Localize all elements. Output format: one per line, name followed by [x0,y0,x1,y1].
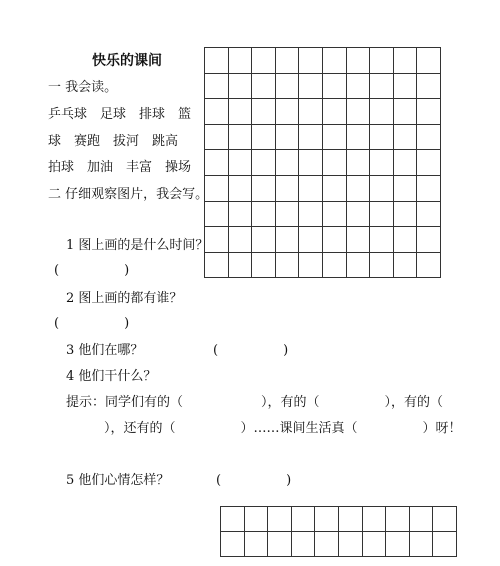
question-4: 4 他们干什么？ [66,369,157,384]
question-5: 5 他们心情怎样？ [66,473,170,488]
section2-heading: 二 仔细观察图片，我会写。 [48,187,209,202]
hint-line-1: 提示：同学们有的（ ），有的（ ），有的（ [66,395,444,410]
answer-blank-1[interactable]: ( ) [54,263,130,278]
writing-grid-top[interactable] [204,47,441,278]
vocab-line-3: 拍球 加油 丰富 操场 [48,160,192,175]
answer-blank-3[interactable]: ( ) [213,343,289,358]
hint-line-2: ），还有的（ ）……课间生活真（ ）呀！ [104,421,462,436]
answer-blank-5[interactable]: ( ) [216,473,292,488]
question-2: 2 图上画的都有谁？ [66,291,183,306]
writing-grid-bottom[interactable] [220,506,457,557]
vocab-line-2: 球 赛跑 拔河 跳高 [48,134,179,149]
page-title: 快乐的课间 [92,53,162,69]
vocab-line-1: 乒乓球 足球 排球 篮 [48,107,192,122]
question-1: 1 图上画的是什么时间？ [66,238,209,253]
answer-blank-2[interactable]: ( ) [54,316,130,331]
section1-heading: 一 我会读。 [48,80,118,95]
question-3: 3 他们在哪？ [66,343,144,358]
